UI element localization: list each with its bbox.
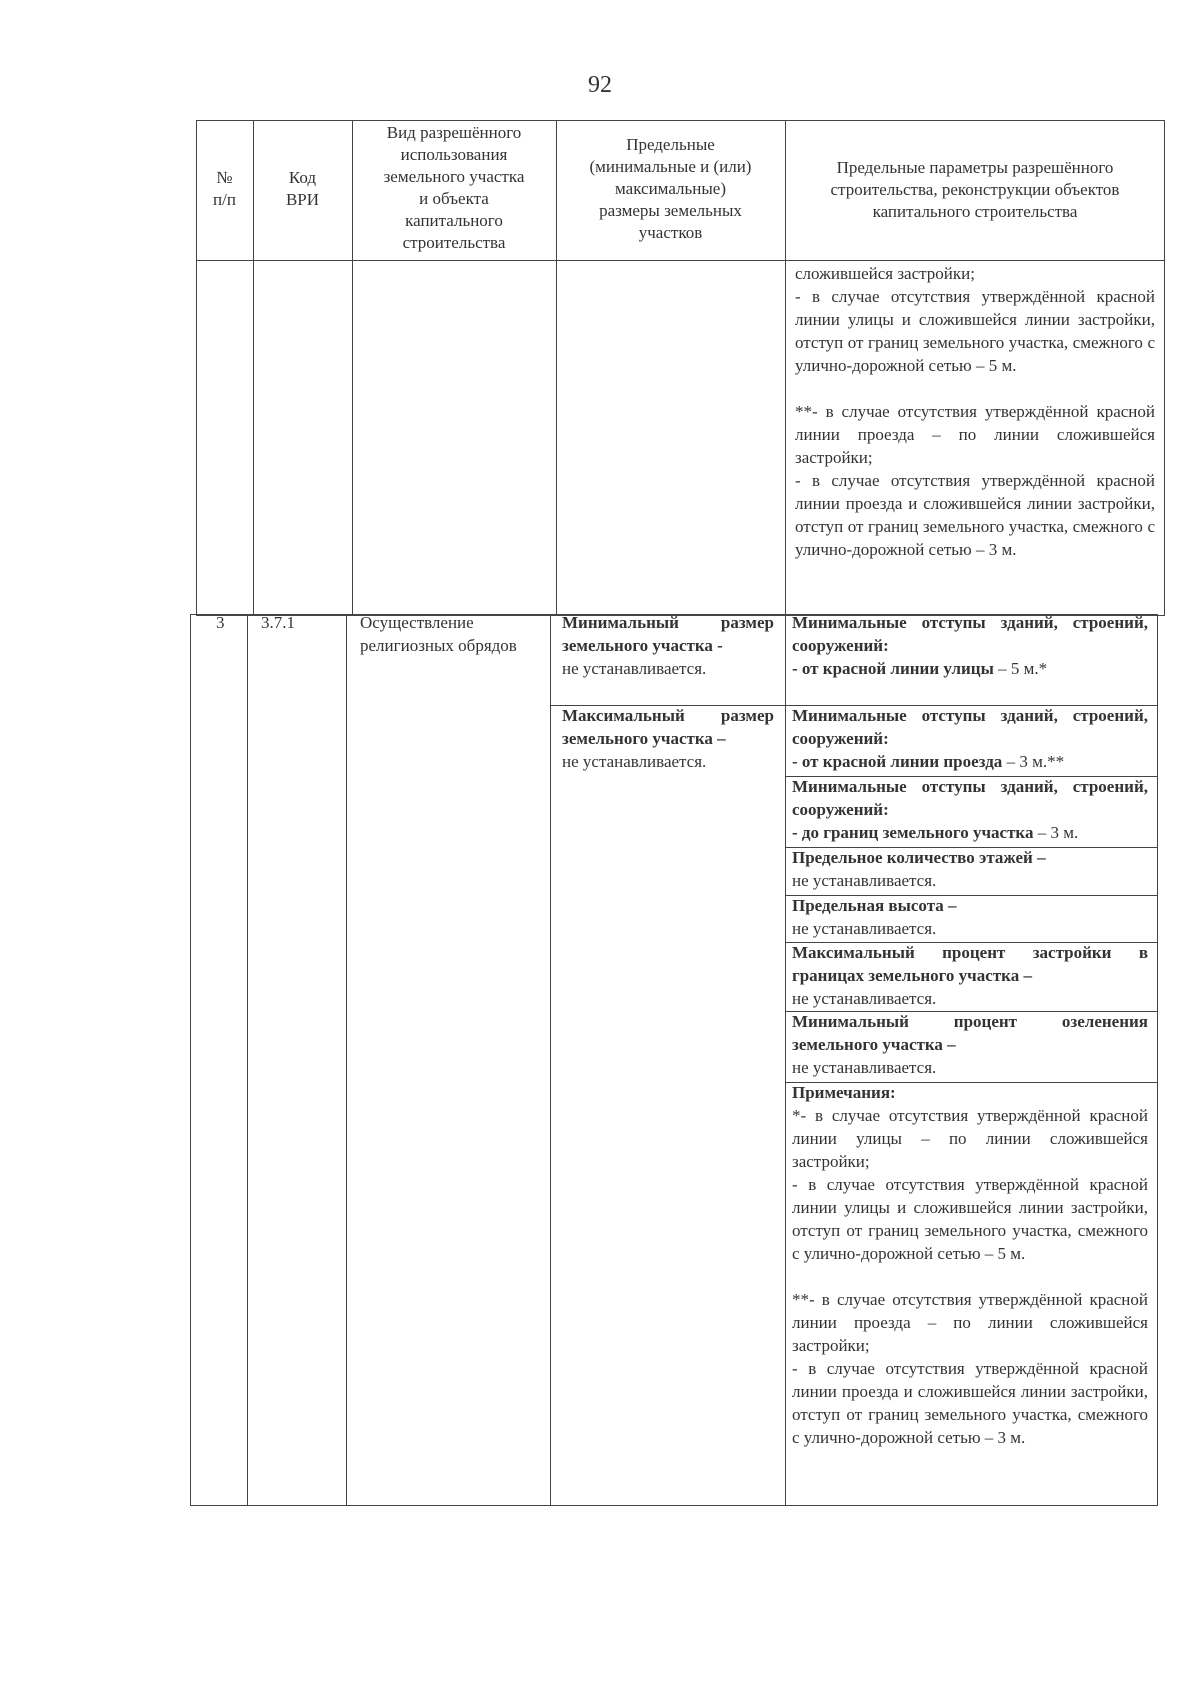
header-use-line: капитального: [405, 211, 503, 230]
param-label: Предельная высота –: [792, 896, 957, 915]
divider: [247, 614, 248, 1506]
header-code-line: Код: [288, 168, 317, 187]
row-num: 3: [216, 613, 225, 632]
header-params: [785, 157, 1165, 223]
header-code: [253, 167, 352, 211]
header-size-line: участков: [638, 223, 703, 242]
param-label: Минимальные отступы зданий, строений, сооружений:: [792, 777, 1148, 819]
size-min-value: не устанавливается.: [562, 659, 707, 678]
param-min-greenery: [792, 1010, 1148, 1079]
header-num-line: п/п: [213, 190, 236, 209]
notes-paragraph: - в случае отсутствия утверждённой красной линии улицы и сложившейся линии застройки, отступ от границ земельного участка, смежного с улично-дорожной сетью – 5 м.: [792, 1175, 1148, 1263]
header-use-line: использования: [400, 145, 508, 164]
param-max-coverage: [792, 941, 1148, 1010]
header-bottom-line: [196, 260, 1165, 261]
header-size-line: Предельные: [626, 135, 715, 154]
param-value: не устанавливается.: [792, 871, 937, 890]
continuation-paragraph: - в случае отсутствия утверждённой красной линии улицы и сложившейся линии застройки, отступ от границ земельного участка, смежного с улично-дорожной сетью – 5 м.: [795, 287, 1155, 375]
param-value: – 3 м.: [1033, 823, 1079, 842]
header-code-line: ВРИ: [285, 190, 320, 209]
param-setback-street: [792, 611, 1148, 680]
header-num-line: №: [216, 168, 233, 187]
param-label: Предельное количество этажей –: [792, 848, 1046, 867]
notes-paragraph: **- в случае отсутствия утверждённой красной линии проезда – по линии сложившейся застройки;: [792, 1290, 1148, 1355]
header-size: [556, 134, 785, 244]
size-min: [562, 611, 774, 680]
param-label: Минимальный процент озеленения земельного участка –: [792, 1012, 1148, 1054]
header-use-line: и объекта: [419, 189, 489, 208]
header-size-line: максимальные): [615, 179, 726, 198]
size-max-value: не устанавливается.: [562, 752, 707, 771]
param-label-detail: - от красной линии проезда: [792, 752, 1003, 771]
notes-paragraph: *- в случае отсутствия утверждённой красной линии улицы – по линии сложившейся застройки;: [792, 1106, 1148, 1171]
notes: [792, 1081, 1148, 1449]
row-use: Осуществление религиозных обрядов: [360, 613, 517, 655]
param-height: [792, 894, 1148, 940]
continuation-text: [795, 262, 1155, 561]
header-use-line: Вид разрешённого: [386, 123, 522, 142]
divider: [550, 614, 551, 1506]
size-min-label: Минимальный размер земельного участка -: [562, 613, 774, 655]
header-use-line: земельного участка: [383, 167, 525, 186]
header-params-line: капитального строительства: [872, 202, 1078, 221]
param-value-line: [792, 657, 1148, 680]
divider: [346, 614, 347, 1506]
continuation-paragraph: - в случае отсутствия утверждённой красной линии проезда и сложившейся линии застройки, отступ от границ земельного участка, смежного с улично-дорожной сетью – 3 м.: [795, 471, 1155, 559]
continuation-blank: [795, 377, 1155, 400]
header-size-line: (минимальные и (или): [589, 157, 752, 176]
param-label: Минимальные отступы зданий, строений, сооружений:: [792, 613, 1148, 655]
param-value: – 3 м.**: [1002, 752, 1065, 771]
header-params-line: строительства, реконструкции объектов: [830, 180, 1120, 199]
header-params-line: Предельные параметры разрешённого: [836, 158, 1114, 177]
notes-paragraph: - в случае отсутствия утверждённой красной линии проезда и сложившейся линии застройки, отступ от границ земельного участка, смежного с улично-дорожной сетью – 3 м.: [792, 1359, 1148, 1447]
header-num: [196, 167, 253, 211]
param-value-line: [792, 750, 1148, 773]
param-label: Максимальный процент застройки в границах земельного участка –: [792, 943, 1148, 985]
notes-blank: [792, 1265, 1148, 1288]
size-max: [562, 704, 774, 773]
header-use: [352, 122, 556, 254]
notes-title: Примечания:: [792, 1083, 896, 1102]
header-size-line: размеры земельных: [599, 201, 742, 220]
param-setback-boundary: [792, 775, 1148, 844]
param-setback-driveway: [792, 704, 1148, 773]
param-value: не устанавливается.: [792, 919, 937, 938]
size-max-label: Максимальный размер земельного участка –: [562, 706, 774, 748]
header-use-line: строительства: [402, 233, 506, 252]
continuation-paragraph: **- в случае отсутствия утверждённой красной линии проезда – по линии сложившейся застройки;: [795, 402, 1155, 467]
divider: [785, 614, 786, 1506]
param-value: не устанавливается.: [792, 989, 937, 1008]
param-label-detail: - до границ земельного участка: [792, 823, 1034, 842]
param-value-line: [792, 821, 1148, 844]
continuation-paragraph: сложившейся застройки;: [795, 264, 975, 283]
param-label-detail: - от красной линии улицы: [792, 659, 994, 678]
param-value: не устанавливается.: [792, 1058, 937, 1077]
param-label: Минимальные отступы зданий, строений, сооружений:: [792, 706, 1148, 748]
row-code: 3.7.1: [261, 613, 295, 632]
page-number: 92: [588, 72, 612, 98]
param-value: – 5 м.*: [993, 659, 1048, 678]
param-floors: [792, 846, 1148, 892]
